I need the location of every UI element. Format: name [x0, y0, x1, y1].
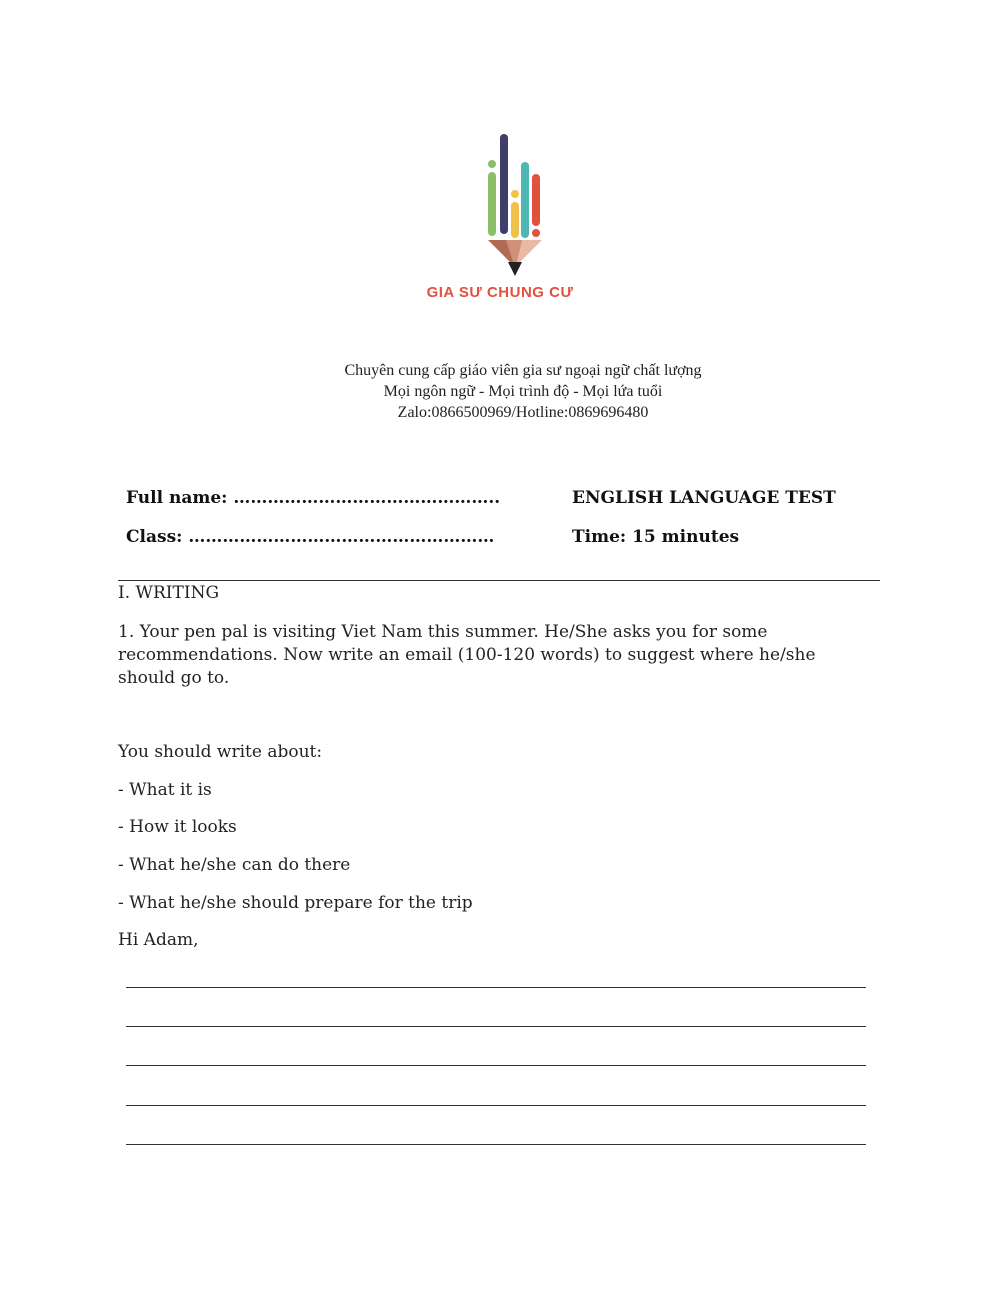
section-title: I. WRITING: [118, 583, 220, 603]
prompt-intro: You should write about:: [118, 742, 323, 762]
gia-su-chung-cu-logo: [470, 130, 560, 280]
test-title: ENGLISH LANGUAGE TEST: [572, 488, 836, 508]
email-greeting: Hi Adam,: [118, 930, 199, 950]
answer-line-3[interactable]: [126, 1065, 866, 1066]
logo-dot-yellow: [511, 190, 519, 198]
info-line-2: Mọi ngôn ngữ - Mọi trình độ - Mọi lứa tuổi: [383, 383, 663, 400]
prompt-point-4: - What he/she should prepare for the trip: [118, 893, 473, 913]
answer-line-5[interactable]: [126, 1144, 866, 1145]
info-line-1: Chuyên cung cấp giáo viên gia sư ngoại ngữ chất lượng: [344, 362, 702, 379]
logo-tip-point: [508, 262, 522, 276]
answer-line-1[interactable]: [126, 987, 866, 988]
info-line-3: Zalo:0866500969/Hotline:0869696480: [397, 404, 649, 421]
prompt-point-1: - What it is: [118, 780, 212, 800]
header-divider: [118, 580, 880, 581]
prompt-point-3: - What he/she can do there: [118, 855, 351, 875]
logo-dot-green: [488, 160, 496, 168]
answer-line-4[interactable]: [126, 1105, 866, 1106]
brand-name: GIA SƯ CHUNG CƯ: [426, 284, 574, 301]
logo-dot-red: [532, 229, 540, 237]
prompt-point-2: - How it looks: [118, 817, 237, 837]
answer-line-2[interactable]: [126, 1026, 866, 1027]
full-name-field: Full name: ………………………………………..: [126, 488, 501, 508]
test-time: Time: 15 minutes: [572, 527, 740, 547]
class-field: Class: ………………………………………………: [126, 527, 495, 547]
writing-question: 1. Your pen pal is visiting Viet Nam this summer. He/She asks you for some recommendations. Now write an email (100-120 words) to suggest where he/she should go to.: [118, 622, 816, 688]
tutor-info: [0, 360, 1000, 423]
